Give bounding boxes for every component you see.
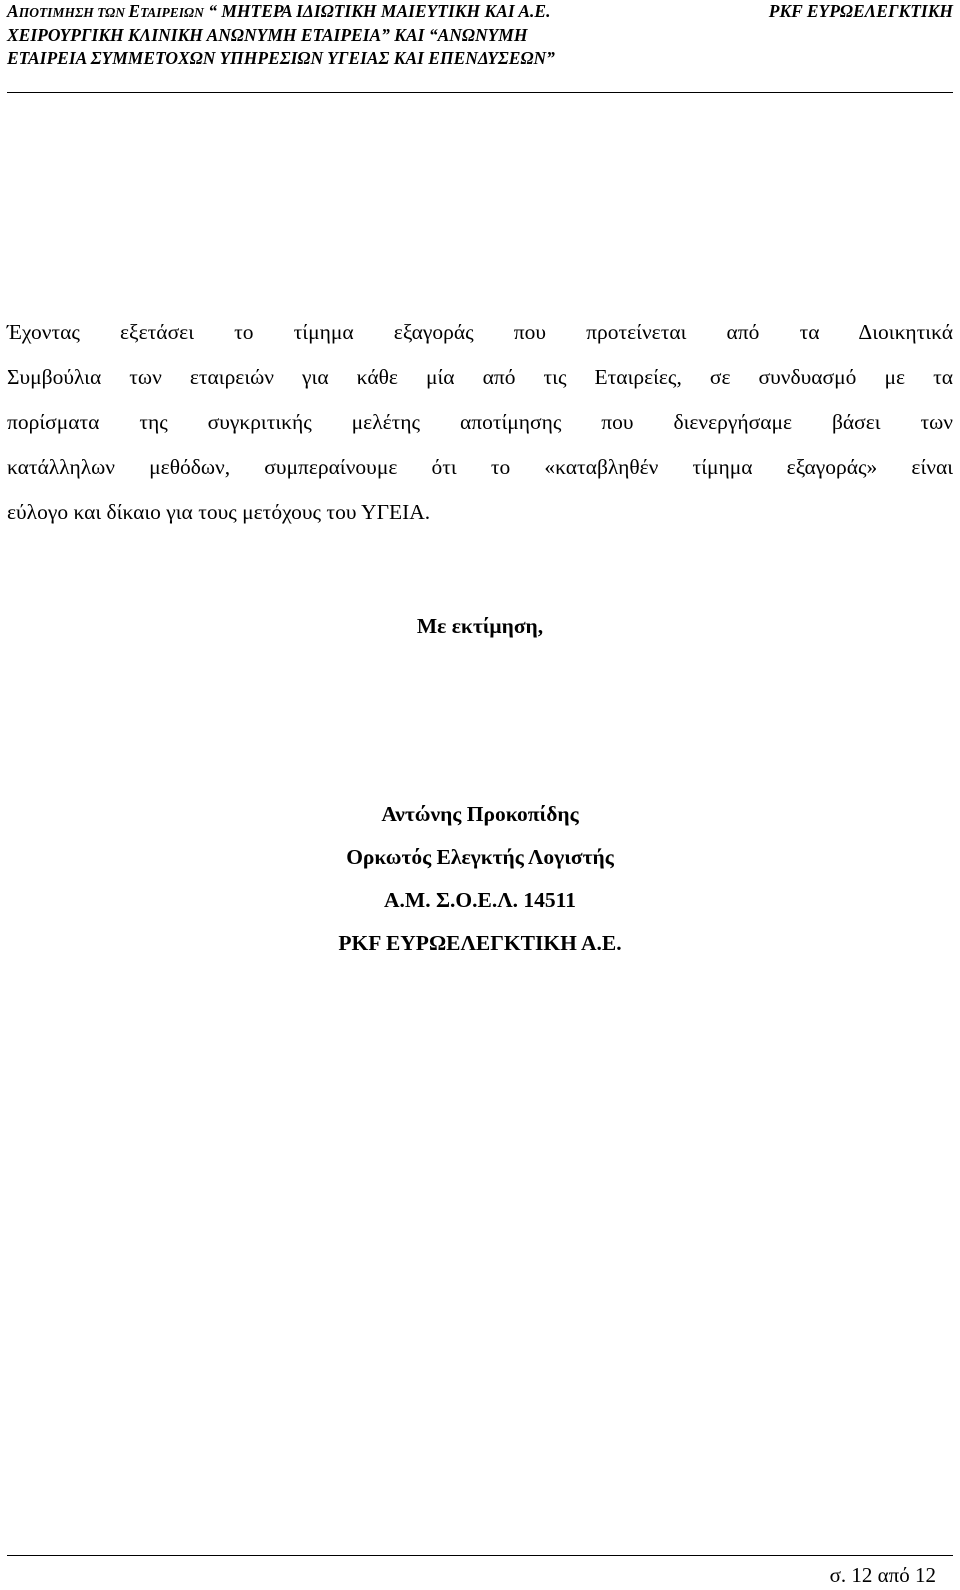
signatory-registration: Α.Μ. Σ.Ο.Ε.Λ. 14511 xyxy=(384,888,576,912)
signatory-title: Ορκωτός Ελεγκτής Λογιστής xyxy=(346,845,614,869)
paragraph-line: Έχοντας εξετάσει το τίμημα εξαγοράς που προτείνεται από τα Διοικητικά xyxy=(7,320,953,344)
header-title-part: Α.Ε. xyxy=(518,1,551,21)
paragraph-line: εύλογο και δίκαιο για τους μετόχους του ΥΓΕΙΑ. xyxy=(7,500,431,524)
signatory-firm: PKF ΕΥΡΩΕΛΕΓΚΤΙΚΗ Α.Ε. xyxy=(338,931,622,955)
header-firm-name: PKF ΕΥΡΩΕΛΕΓΚΤΙΚΗ xyxy=(768,1,953,21)
paragraph-line: πορίσματα της συγκριτικής μελέτης αποτίμησης που διενεργήσαμε βάσει των xyxy=(7,410,953,434)
footer-divider xyxy=(7,1555,953,1556)
header-title-line-3: ΕΤΑΙΡΕΙΑ ΣΥΜΜΕΤΟΧΩΝ ΥΠΗΡΕΣΙΩΝ ΥΓΕΙΑΣ ΚΑΙ ΕΠΕΝΔΥΣΕΩΝ” xyxy=(7,48,555,68)
header-title-part: ΤΑΙΡΕΙΩΝ xyxy=(140,5,204,20)
header-title xyxy=(7,0,617,70)
header-title-part: Α xyxy=(7,1,19,21)
closing-salutation: Με εκτίμηση, xyxy=(416,614,544,638)
signatory-name: Αντώνης Προκοπίδης xyxy=(381,802,579,826)
body-paragraph xyxy=(7,310,953,535)
page-header xyxy=(7,0,953,93)
signature-block xyxy=(0,793,960,965)
header-title-part: Ε xyxy=(128,1,141,21)
header-title-line-2: ΧΕΙΡΟΥΡΓΙΚΗ ΚΛΙΝΙΚΗ ΑΝΩΝΥΜΗ ΕΤΑΙΡΕΙΑ” ΚΑΙ “ΑΝΩΝΥΜΗ xyxy=(7,25,528,45)
page-number: σ. 12 από 12 xyxy=(829,1563,936,1587)
header-title-part: “ ΜΗΤΕΡΑ ΙΔΙΩΤΙΚΗ ΜΑΙΕΥΤΙΚΗ ΚΑΙ xyxy=(203,1,519,21)
paragraph-line: Συμβούλια των εταιρειών για κάθε μία από τις Εταιρείες, σε συνδυασμό με τα xyxy=(7,365,953,389)
paragraph-line: κατάλληλων μεθόδων, συμπεραίνουμε ότι το «καταβληθέν τίμημα εξαγοράς» είναι xyxy=(7,455,953,479)
header-title-part: ΠΟΤΙΜΗΣΗ ΤΩΝ xyxy=(18,5,129,20)
